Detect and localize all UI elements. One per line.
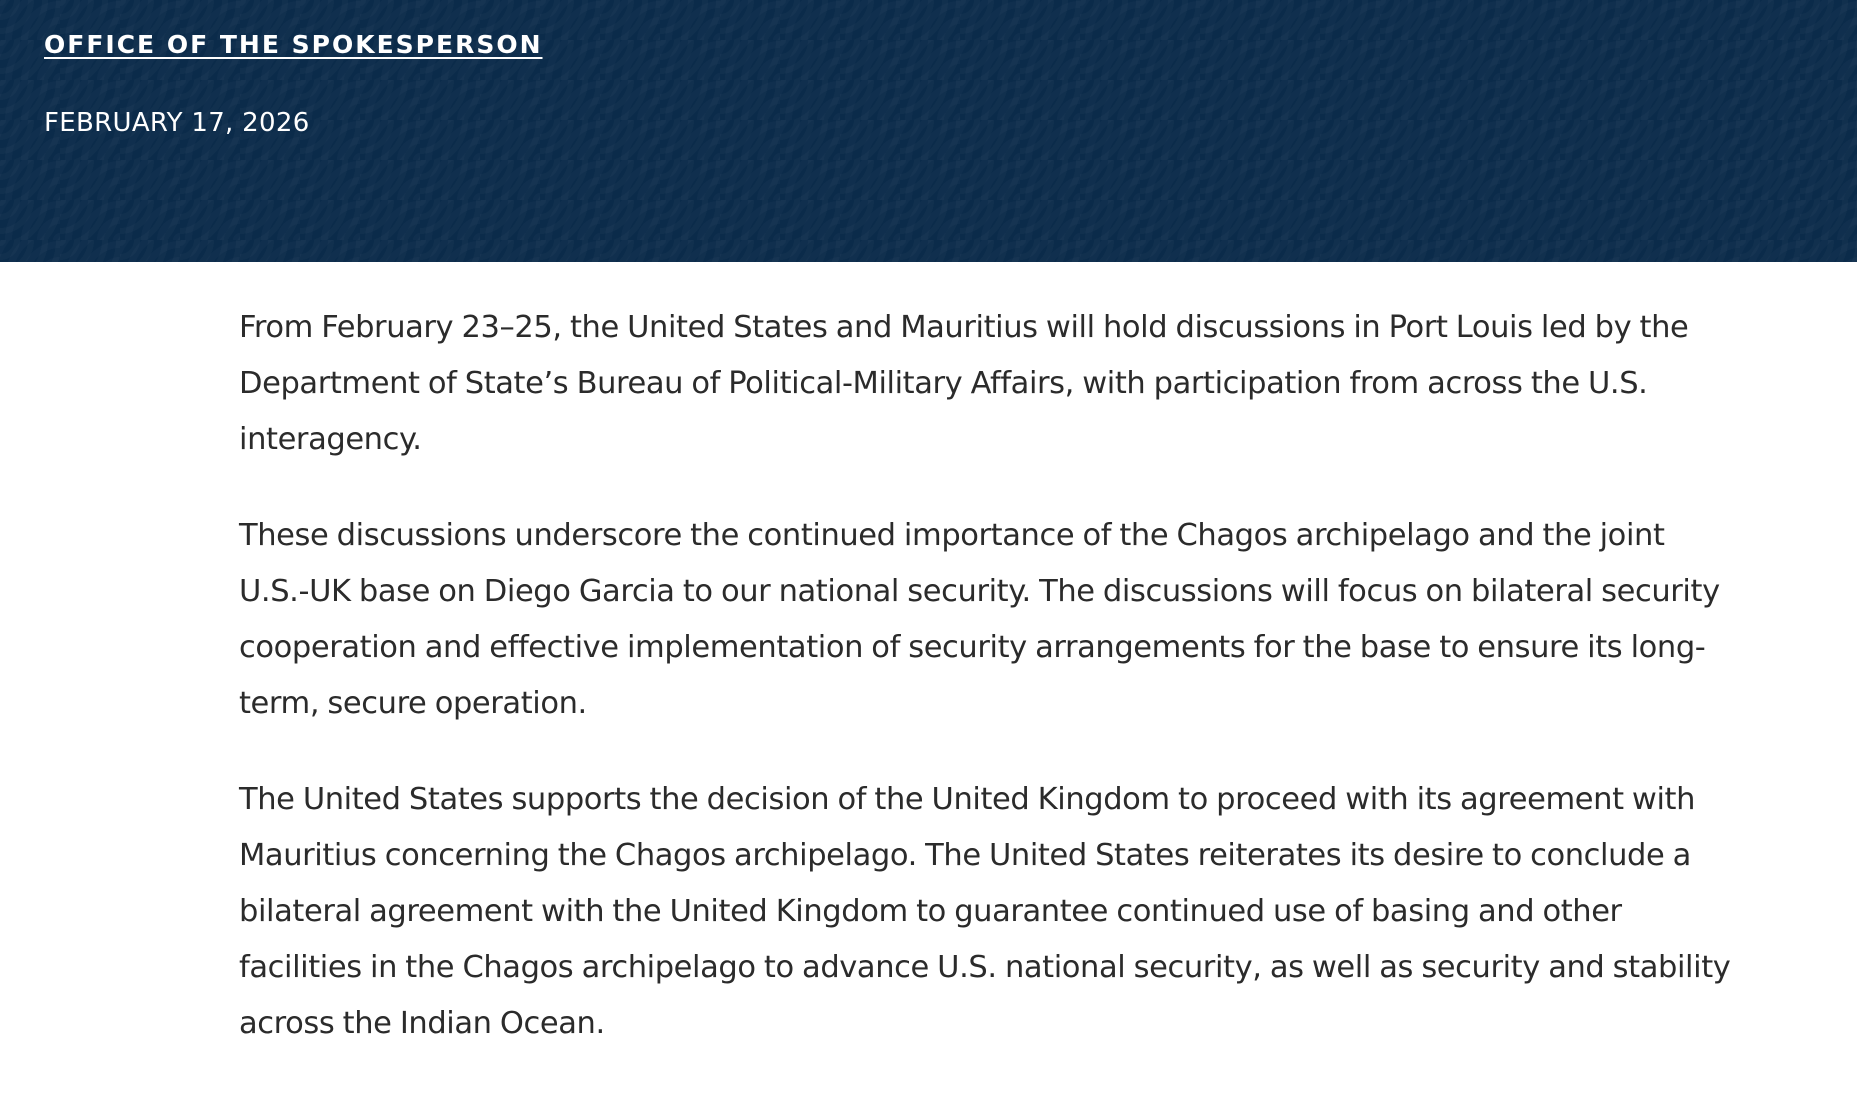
article-paragraph-3: The United States supports the decision of the United Kingdom to proceed with its agreement with Mauritius concerning the Chagos archipelago. The United States reiterates its desire to conclude a bilateral agreement with the United Kingdom to guarantee continued use of basing and other facilities in the Chagos archipelago to advance U.S. national security, as well as security and stability across the Indian Ocean. [239, 782, 1731, 1041]
office-of-the-spokesperson-link[interactable]: OFFICE OF THE SPOKESPERSON [44, 30, 543, 59]
article-paragraph-2: These discussions underscore the continued importance of the Chagos archipelago and the joint U.S.-UK base on Diego Garcia to our national security. The discussions will focus on bilateral security cooperation and effective implementation of security arrangements for the base to ensure its long-term, secure operation. [239, 518, 1720, 721]
article-paragraph-1: From February 23–25, the United States and Mauritius will hold discussions in Port Louis led by the Department of State’s Bureau of Political-Military Affairs, with participation from across the U.S. interagency. [239, 310, 1689, 457]
article-body [239, 300, 1739, 1092]
release-date: FEBRUARY 17, 2026 [44, 108, 310, 138]
press-release-header [0, 0, 1857, 262]
